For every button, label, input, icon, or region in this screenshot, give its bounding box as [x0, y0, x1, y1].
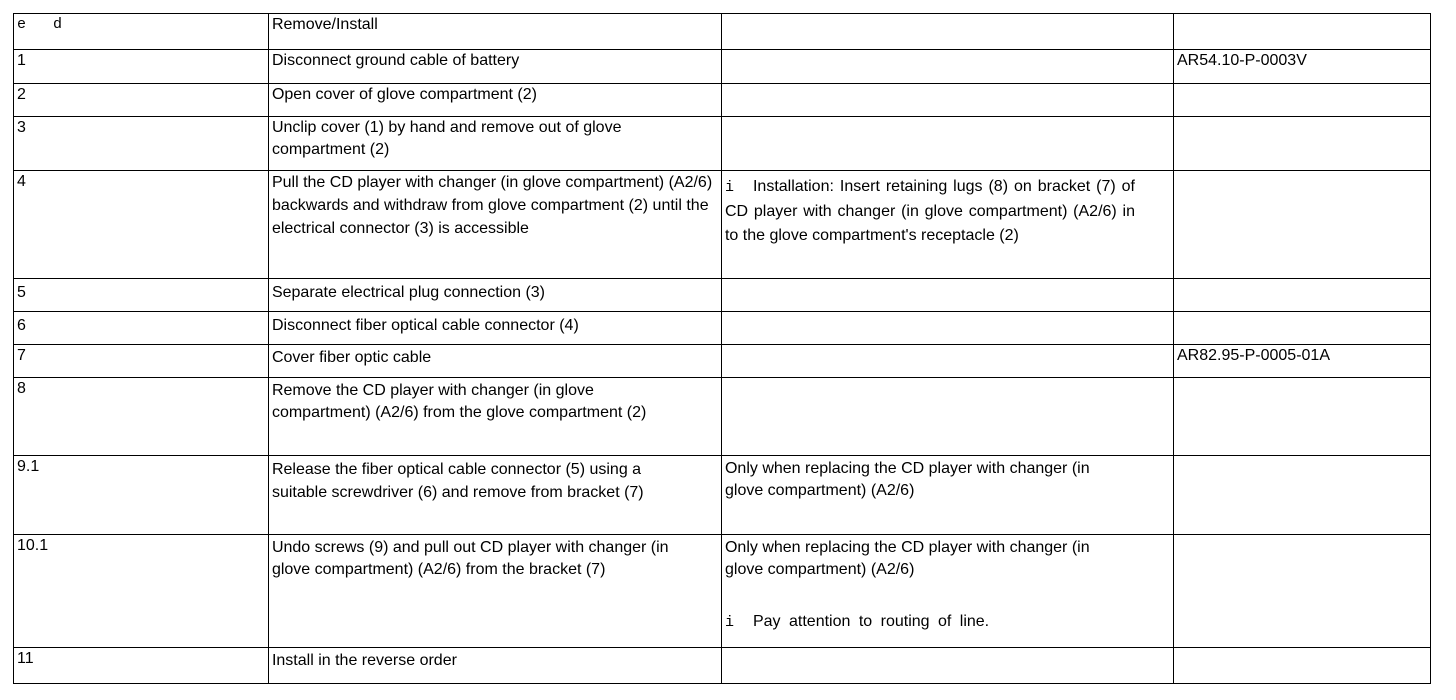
- table-row: [14, 345, 1431, 378]
- step-action: Cover fiber optic cable: [268, 345, 721, 378]
- table-header-row: [14, 14, 1431, 50]
- routing-note-text: Pay attention to routing of line.: [752, 613, 990, 630]
- procedure-table: [13, 13, 1431, 684]
- step-ref: [1174, 279, 1431, 312]
- step-ref[interactable]: AR82.95-P-0005-01A: [1174, 345, 1431, 378]
- step-note: [721, 312, 1173, 345]
- step-number: 8: [14, 378, 269, 456]
- step-note-cell: [721, 535, 1173, 648]
- step-ref: [1174, 378, 1431, 456]
- header-note-cell: [721, 14, 1173, 50]
- step-action: Pull the CD player with changer (in glove compartment) (A2/6) backwards and withdraw from glove compartment (2) until the electrical connector (3) is accessible: [268, 171, 721, 279]
- installation-note-text: Installation: Insert retaining lugs (8) on bracket (7) of CD player with changer (in glove compartment) (A2/6) in to the glove compartment's receptacle (2): [724, 178, 1135, 244]
- step-note: [721, 378, 1173, 456]
- info-icon: i: [724, 614, 734, 631]
- step-note-cell: [721, 171, 1173, 279]
- step-number: 9.1: [14, 456, 269, 535]
- step-ref: [1174, 171, 1431, 279]
- step-action: Separate electrical plug connection (3): [268, 279, 721, 312]
- step-note: [721, 345, 1173, 378]
- step-note: [721, 117, 1173, 171]
- step-action: Remove the CD player with changer (in glove compartment) (A2/6) from the glove compartment (2): [268, 378, 721, 456]
- step-note: [721, 648, 1173, 684]
- header-step-cell: [14, 14, 269, 50]
- step-number: 10.1: [14, 535, 269, 648]
- table-row: [14, 456, 1431, 535]
- step-ref: [1174, 312, 1431, 345]
- step-ref: [1174, 84, 1431, 117]
- step-number: 2: [14, 84, 269, 117]
- step-ref[interactable]: AR54.10-P-0003V: [1174, 50, 1431, 84]
- step-number: 7: [14, 345, 269, 378]
- step-ref: [1174, 535, 1431, 648]
- step-ref: [1174, 456, 1431, 535]
- table-row: [14, 535, 1431, 648]
- step-number: 3: [14, 117, 269, 171]
- header-step-label: e d: [17, 16, 63, 33]
- table-row: [14, 84, 1431, 117]
- step-note: [721, 84, 1173, 117]
- table-row: [14, 171, 1431, 279]
- step-action: Disconnect fiber optical cable connector (4): [268, 312, 721, 345]
- table-row: [14, 378, 1431, 456]
- step-number: 1: [14, 50, 269, 84]
- step-action: Release the fiber optical cable connector (5) using a suitable screwdriver (6) and remove from bracket (7): [268, 456, 721, 535]
- step-action: Undo screws (9) and pull out CD player with changer (in glove compartment) (A2/6) from the bracket (7): [268, 535, 721, 648]
- step-number: 5: [14, 279, 269, 312]
- replacement-note: Only when replacing the CD player with changer (in glove compartment) (A2/6): [724, 539, 1090, 578]
- step-number: 11: [14, 648, 269, 684]
- table-row: [14, 312, 1431, 345]
- step-ref: [1174, 117, 1431, 171]
- header-ref-cell: [1174, 14, 1431, 50]
- step-action: Unclip cover (1) by hand and remove out of glove compartment (2): [268, 117, 721, 171]
- table-row: [14, 50, 1431, 84]
- step-note: Only when replacing the CD player with changer (in glove compartment) (A2/6): [721, 456, 1173, 535]
- step-action: Disconnect ground cable of battery: [268, 50, 721, 84]
- header-title-cell: [268, 14, 721, 50]
- table-row: [14, 648, 1431, 684]
- step-number: 4: [14, 171, 269, 279]
- info-icon: i: [724, 179, 734, 196]
- table-row: [14, 279, 1431, 312]
- installation-note: [725, 175, 1135, 248]
- step-ref: [1174, 648, 1431, 684]
- header-title: Remove/Install: [271, 16, 378, 33]
- step-action: Install in the reverse order: [268, 648, 721, 684]
- step-note: [721, 50, 1173, 84]
- step-action: Open cover of glove compartment (2): [268, 84, 721, 117]
- table-row: [14, 117, 1431, 171]
- step-number: 6: [14, 312, 269, 345]
- routing-note: [725, 611, 1113, 634]
- step-note: [721, 279, 1173, 312]
